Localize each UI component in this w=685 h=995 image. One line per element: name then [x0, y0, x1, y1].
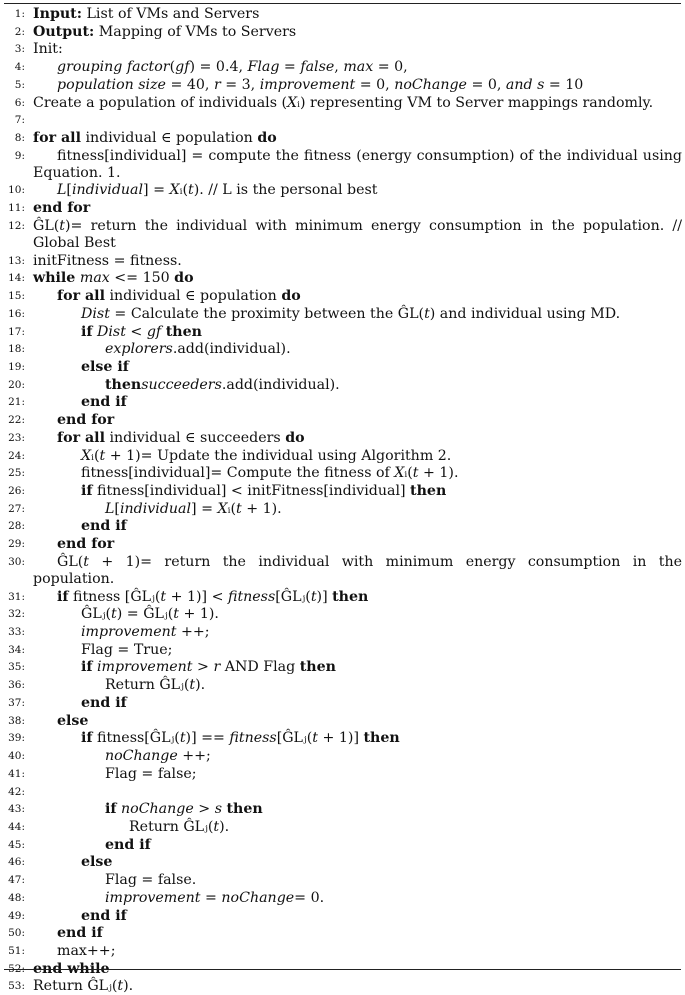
top-rule — [4, 3, 681, 4]
line-number: 36: — [8, 679, 25, 692]
line-text: Dist = Calculate the proximity between the ĜL(t) and individual using MD. — [81, 305, 621, 322]
line-text-continuation: Equation. 1. — [33, 164, 121, 181]
line-text: end for — [57, 536, 115, 553]
line-number: 47: — [8, 874, 25, 887]
line-text: for all individual ∈ succeeders do — [57, 429, 305, 446]
algorithm-line — [0, 40, 685, 58]
algorithm-line — [0, 76, 685, 94]
line-text: Flag = false. — [105, 872, 197, 889]
algorithm-line — [0, 252, 685, 270]
line-text: Output: Mapping of VMs to Servers — [33, 23, 297, 40]
algorithm-line — [0, 287, 685, 305]
line-number: 2: — [14, 25, 25, 38]
line-text: end for — [33, 200, 91, 217]
line-text: end if — [81, 907, 127, 924]
algorithm-line — [0, 411, 685, 429]
algorithm-line — [0, 553, 685, 589]
line-number: 51: — [8, 945, 25, 957]
algorithm-line — [0, 783, 685, 801]
line-text: thensucceeders.add(individual). — [105, 376, 340, 393]
line-text: L[individual] = Xᵢ(t + 1). — [105, 500, 282, 517]
algorithm-line — [0, 641, 685, 659]
line-text: else — [81, 854, 113, 871]
algorithm-line — [0, 147, 685, 183]
algorithm-line — [0, 818, 685, 836]
line-number: 14: — [8, 272, 25, 285]
algorithm-line — [0, 747, 685, 765]
algorithm-line — [0, 836, 685, 854]
line-text: Flag = false; — [105, 765, 197, 782]
algorithm-line — [0, 429, 685, 447]
algorithm-line — [0, 676, 685, 694]
algorithm-line — [0, 181, 685, 199]
algorithm-line — [0, 129, 685, 147]
line-number: 6: — [14, 96, 25, 109]
line-text: end if — [81, 518, 127, 535]
line-text: if noChange > s then — [105, 801, 263, 818]
algorithm-line — [0, 5, 685, 23]
line-number: 19: — [8, 360, 25, 373]
line-number: 10: — [8, 184, 25, 197]
line-number: 30: — [8, 555, 25, 568]
line-number: 20: — [8, 378, 25, 391]
line-number: 44: — [8, 820, 25, 833]
line-text-continuation: population. — [33, 570, 115, 587]
line-text-continuation: Global Best — [33, 234, 116, 251]
line-text: Create a population of individuals (Xᵢ) representing VM to Server mappings randomly. — [33, 94, 654, 111]
line-text: fitness[individual]= Compute the fitness of Xᵢ(t + 1). — [81, 465, 459, 482]
line-number: 41: — [8, 767, 25, 780]
algorithm-line — [0, 588, 685, 606]
line-number: 9: — [14, 149, 25, 162]
line-text: if fitness[ĜLⱼ(t)] == fitness[ĜLⱼ(t + 1)] then — [81, 730, 400, 747]
line-text: if improvement > r AND Flag then — [81, 659, 336, 676]
line-number: 35: — [8, 661, 25, 674]
line-number: 25: — [8, 467, 25, 480]
line-text: if fitness[individual] < initFitness[individual] then — [81, 483, 447, 499]
line-number: 1: — [14, 8, 25, 20]
algorithm-line — [0, 500, 685, 518]
algorithm-line — [0, 358, 685, 376]
line-number: 32: — [8, 608, 25, 621]
line-number: 39: — [8, 732, 25, 745]
line-number: 15: — [8, 290, 25, 303]
line-number: 52: — [8, 962, 25, 975]
line-text: Return ĜLⱼ(t). — [33, 978, 134, 995]
line-text: population size = 40, r = 3, improvement = 0, noChange = 0, and s = 10 — [57, 76, 584, 93]
line-text: end for — [57, 412, 115, 429]
line-number: 43: — [8, 803, 25, 816]
line-text: for all individual ∈ population do — [57, 288, 301, 305]
algorithm-line — [0, 623, 685, 641]
line-text: ĜL(t + 1)= return the individual with minimum energy consumption in the — [57, 553, 682, 570]
line-number: 34: — [8, 643, 25, 656]
algorithm-line — [0, 729, 685, 747]
algorithm-line — [0, 23, 685, 41]
line-text: explorers.add(individual). — [105, 341, 291, 358]
line-number: 7: — [14, 114, 25, 127]
line-number: 33: — [8, 626, 25, 639]
line-number: 18: — [8, 343, 25, 356]
line-text: fitness[individual] = compute the fitness (energy consumption) of the individual using — [57, 147, 682, 164]
algorithm-line — [0, 58, 685, 76]
line-text: end while — [33, 960, 110, 977]
line-text: ĜLⱼ(t) = ĜLⱼ(t + 1). — [81, 606, 219, 623]
algorithm-line — [0, 482, 685, 500]
line-number: 40: — [8, 750, 25, 763]
algorithm-line — [0, 305, 685, 323]
line-number: 12: — [8, 219, 25, 232]
line-number: 28: — [8, 520, 25, 533]
line-text: Xᵢ(t + 1)= Update the individual using Algorithm 2. — [81, 447, 452, 464]
line-number: 42: — [8, 785, 25, 798]
line-text: grouping factor(gf) = 0.4, Flag = false, max = 0, — [57, 59, 408, 76]
algorithm-line — [0, 393, 685, 411]
line-number: 45: — [8, 838, 25, 851]
line-text: Return ĜLⱼ(t). — [129, 818, 230, 835]
line-number: 38: — [8, 714, 25, 727]
line-number: 3: — [14, 43, 25, 56]
line-number: 46: — [8, 856, 25, 869]
line-number: 4: — [14, 61, 25, 74]
algorithm-line — [0, 323, 685, 341]
algorithm-line — [0, 94, 685, 112]
line-text: Init: — [33, 41, 63, 58]
line-number: 37: — [8, 696, 25, 709]
line-text: end if — [81, 394, 127, 411]
line-text: Input: List of VMs and Servers — [33, 6, 260, 22]
line-number: 11: — [8, 202, 25, 215]
line-text: end if — [81, 694, 127, 711]
algorithm-line — [0, 340, 685, 358]
line-number: 49: — [8, 909, 25, 922]
line-text: if Dist < gf then — [81, 323, 202, 340]
line-text: improvement ++; — [81, 624, 210, 641]
line-number: 13: — [8, 254, 25, 267]
line-text: Flag = True; — [81, 641, 173, 658]
algorithm-line — [0, 217, 685, 253]
algorithm-line — [0, 605, 685, 623]
algorithm-line — [0, 269, 685, 287]
line-number: 21: — [8, 396, 25, 409]
line-number: 26: — [8, 485, 25, 497]
line-text: if fitness [ĜLⱼ(t + 1)] < fitness[ĜLⱼ(t)] then — [57, 588, 369, 605]
line-text: for all individual ∈ population do — [33, 130, 277, 147]
algorithm-line — [0, 942, 685, 960]
line-text: else if — [81, 358, 129, 375]
line-number: 27: — [8, 502, 25, 515]
line-number: 53: — [8, 980, 25, 993]
algorithm-line — [0, 464, 685, 482]
line-number: 50: — [8, 927, 25, 940]
algorithm-line — [0, 694, 685, 712]
line-number: 8: — [14, 132, 25, 145]
line-number: 16: — [8, 307, 25, 320]
line-text: max++; — [57, 943, 116, 959]
line-number: 29: — [8, 538, 25, 551]
algorithm-line — [0, 924, 685, 942]
line-number: 22: — [8, 414, 25, 427]
algorithm-line — [0, 535, 685, 553]
algorithm-line — [0, 977, 685, 995]
line-text: while max <= 150 do — [33, 270, 194, 287]
algorithm-line — [0, 800, 685, 818]
line-text: initFitness = fitness. — [33, 252, 182, 269]
line-text: end if — [57, 925, 103, 942]
line-number: 23: — [8, 431, 25, 444]
line-text: Return ĜLⱼ(t). — [105, 677, 206, 694]
algorithm-line — [0, 447, 685, 465]
algorithm-line — [0, 376, 685, 394]
line-text: else — [57, 712, 89, 729]
algorithm-line — [0, 111, 685, 129]
line-number: 17: — [8, 325, 25, 338]
algorithm-line — [0, 765, 685, 783]
algorithm-line — [0, 517, 685, 535]
bottom-rule — [4, 969, 681, 970]
algorithm-line — [0, 712, 685, 730]
algorithm-line — [0, 853, 685, 871]
line-text: ĜL(t)= return the individual with minimum energy consumption in the population. // — [33, 217, 682, 234]
algorithm-line — [0, 658, 685, 676]
algorithm-line — [0, 889, 685, 907]
algorithm-line — [0, 871, 685, 889]
line-number: 5: — [14, 78, 25, 91]
line-number: 48: — [8, 891, 25, 904]
line-text: L[individual] = Xᵢ(t). // L is the personal best — [57, 182, 378, 199]
line-text: noChange ++; — [105, 748, 211, 765]
algorithm-line — [0, 199, 685, 217]
line-number: 31: — [8, 590, 25, 603]
line-text: end if — [105, 836, 151, 853]
line-number: 24: — [8, 449, 25, 462]
algorithm-line — [0, 907, 685, 925]
line-text: improvement = noChange= 0. — [105, 889, 325, 906]
